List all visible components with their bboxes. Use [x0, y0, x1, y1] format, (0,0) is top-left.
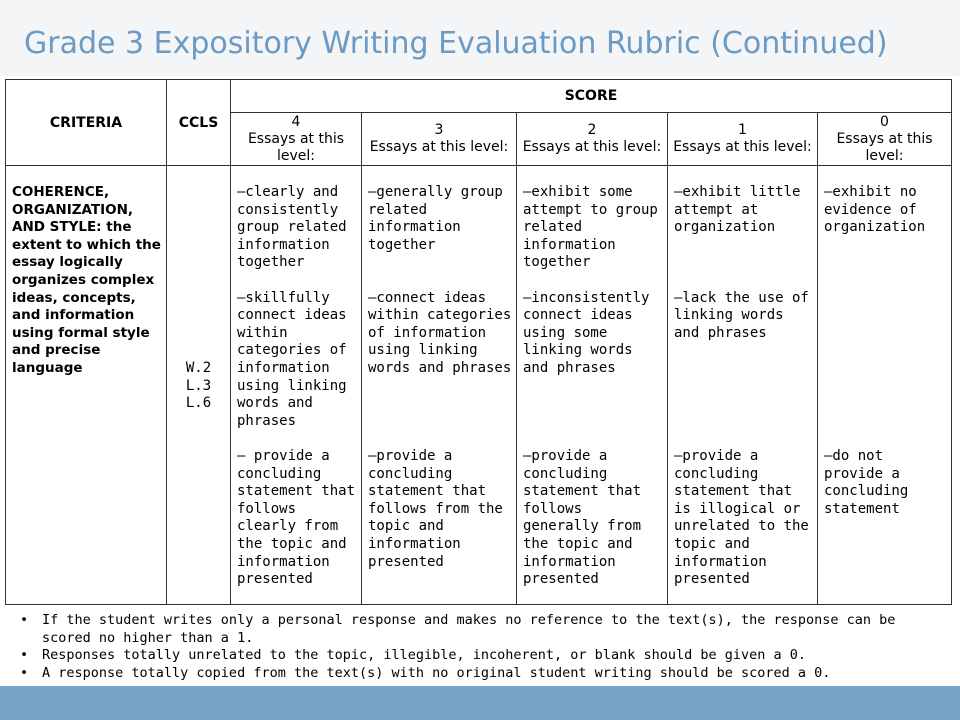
ccls-header: CCLS — [167, 80, 231, 166]
descriptor-cell-score-4 — [231, 166, 362, 605]
descriptor-grouping: —exhibit no evidence of organization — [824, 184, 926, 236]
note-text: A response totally copied from the text(s) with no original student writing should be scored a 0. — [42, 664, 831, 681]
level-header-2 — [517, 113, 668, 166]
level-score: 3 — [434, 122, 444, 138]
level-label: Essays at this level: — [247, 130, 345, 164]
footer-band — [0, 686, 960, 720]
bullet-icon: • — [20, 612, 29, 628]
criteria-header: CRITERIA — [6, 80, 167, 166]
descriptor-cell-score-0 — [818, 166, 952, 605]
descriptor-cell-score-1 — [668, 166, 818, 605]
descriptor-cell-score-2 — [517, 166, 668, 605]
scoring-notes — [20, 612, 950, 682]
level-label: Essays at this level: — [673, 139, 812, 155]
level-label: Essays at this level: — [836, 130, 933, 164]
level-label: Essays at this level: — [369, 139, 509, 155]
level-score: 4 — [291, 113, 301, 130]
descriptor-grouping: —clearly and consistently group related information together — [237, 184, 347, 271]
ccls-standard: L.6 — [185, 395, 212, 412]
note-item — [20, 665, 950, 683]
criteria-cell: COHERENCE, ORGANIZATION, AND STYLE: the extent to which the essay logically organizes complex ideas, concepts, and information using formal style and precise language — [6, 166, 167, 605]
note-text: If the student writes only a personal response and makes no reference to the text(s), the response can be scored no higher than a 1. — [42, 612, 896, 646]
descriptor-conclusion: —do not provide a concluding statement — [824, 447, 909, 517]
level-label: Essays at this level: — [522, 139, 662, 155]
descriptor-conclusion: —provide a concluding statement that follows from the topic and information presented — [368, 447, 503, 570]
descriptor-linking: —inconsistently connect ideas using some linking words and phrases — [523, 289, 650, 376]
ccls-cell — [167, 166, 231, 605]
descriptor-cell-score-3 — [362, 166, 517, 605]
level-header-0 — [818, 113, 952, 166]
level-header-1 — [668, 113, 818, 166]
bullet-icon: • — [20, 664, 29, 681]
level-header-3 — [362, 113, 517, 166]
descriptor-grouping: —exhibit some attempt to group related information together — [523, 184, 658, 271]
level-score: 2 — [587, 122, 597, 138]
descriptor-conclusion: —provide a concluding statement that follows generally from the topic and information presented — [523, 447, 642, 588]
descriptor-linking: —lack the use of linking words and phrases — [674, 289, 809, 341]
level-header-4 — [231, 113, 362, 166]
descriptor-grouping: —exhibit little attempt at organization — [674, 184, 801, 236]
descriptor-linking: —skillfully connect ideas within categories of information using linking words and phrases — [237, 289, 347, 429]
descriptor-linking: —connect ideas within categories of information using linking words and phrases — [368, 289, 512, 376]
ccls-standard: W.2 — [185, 360, 212, 376]
level-score: 0 — [880, 113, 889, 130]
coherence-row — [6, 166, 952, 605]
level-score: 1 — [738, 122, 747, 138]
score-header-row — [6, 80, 952, 113]
descriptor-linking — [824, 290, 947, 448]
descriptor-conclusion: — provide a concluding statement that follows clearly from the topic and information presented — [237, 447, 356, 588]
note-item — [20, 612, 950, 647]
score-header: SCORE — [231, 80, 952, 113]
rubric-table — [5, 79, 952, 605]
descriptor-grouping: —generally group related information together — [368, 184, 503, 253]
note-item — [20, 647, 950, 665]
bullet-icon: • — [20, 647, 29, 663]
note-text: Responses totally unrelated to the topic, illegible, incoherent, or blank should be given a 0. — [42, 647, 807, 663]
slide-title: Grade 3 Expository Writing Evaluation Rubric (Continued) — [24, 26, 888, 61]
descriptor-conclusion: —provide a concluding statement that is illogical or unrelated to the topic and information presented — [674, 447, 809, 588]
ccls-standard: L.3 — [185, 377, 212, 394]
